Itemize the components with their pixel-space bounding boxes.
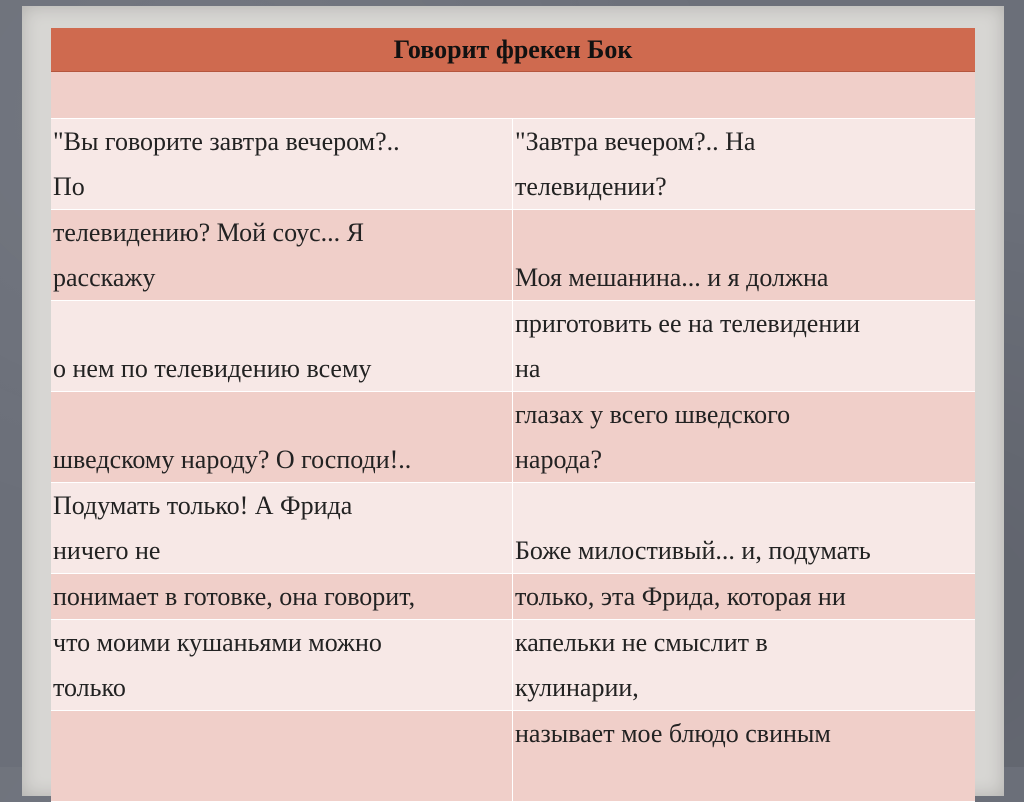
table-cell-right	[513, 620, 975, 710]
table-cell-right	[513, 301, 975, 391]
cell-line: "Завтра вечером?.. На	[515, 127, 756, 156]
table-row	[51, 301, 975, 392]
cell-line: телевидению? Мой соус... Я	[53, 218, 364, 247]
cell-line: "Вы говорите завтра вечером?..	[53, 127, 400, 156]
cell-line: Моя мешанина... и я должна	[515, 263, 829, 292]
cell-line: Боже милостивый... и, подумать	[515, 536, 871, 565]
cell-line: ничего не	[53, 536, 161, 565]
cell-line: капельки не смыслит в	[515, 628, 768, 657]
table-cell-right	[513, 210, 975, 300]
cell-line: шведскому народу? О господи!..	[53, 445, 412, 474]
cell-line: на	[515, 354, 541, 383]
table-cell-left	[51, 210, 513, 300]
table-cell-left	[51, 119, 513, 209]
cell-line: понимает в готовке, она говорит,	[53, 582, 416, 611]
table-row	[51, 210, 975, 301]
table-row	[51, 483, 975, 574]
table-cell-left	[51, 574, 513, 619]
table-row	[51, 711, 975, 802]
table-row	[51, 620, 975, 711]
table-cell-left	[51, 620, 513, 710]
table-row	[51, 574, 975, 620]
table-cell-right	[513, 574, 975, 619]
table-row	[51, 119, 975, 210]
table-cell-left	[51, 483, 513, 573]
table-row	[51, 392, 975, 483]
cell-line: По	[53, 172, 85, 201]
cell-line: Подумать только! А Фрида	[53, 491, 353, 520]
cell-line: только	[53, 673, 126, 702]
table-cell-left	[51, 711, 513, 801]
table-cell-right	[513, 119, 975, 209]
dialogue-table	[51, 28, 975, 802]
table-empty-row	[51, 72, 975, 119]
table-cell-right	[513, 392, 975, 482]
table-cell-right	[513, 711, 975, 801]
cell-line: телевидении?	[515, 172, 667, 201]
cell-line: о нем по телевидению всему	[53, 354, 372, 383]
cell-line: расскажу	[53, 263, 156, 292]
table-cell-left	[51, 301, 513, 391]
cell-line: глазах у всего шведского	[515, 400, 791, 429]
cell-line: народа?	[515, 445, 603, 474]
cell-line: приготовить ее на телевидении	[515, 309, 861, 338]
cell-line: только, эта Фрида, которая ни	[515, 582, 846, 611]
table-header: Говорит фрекен Бок	[51, 28, 975, 72]
cell-line: что моими кушаньями можно	[53, 628, 382, 657]
table-cell-right	[513, 483, 975, 573]
cell-line: называет мое блюдо свиным	[515, 719, 831, 748]
cell-line: кулинарии,	[515, 673, 639, 702]
table-cell-left	[51, 392, 513, 482]
